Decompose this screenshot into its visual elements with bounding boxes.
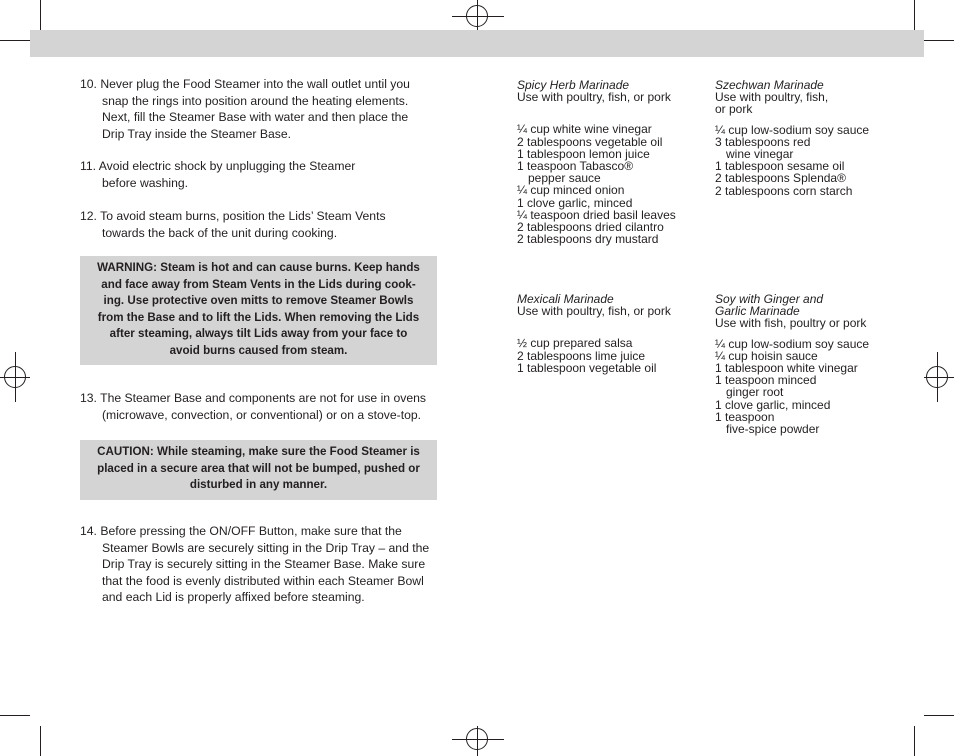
recipe-usage: Use with poultry, fish, or pork [517,304,671,319]
instruction-line: (microwave, convection, or conventional) or on a stove-top. [102,407,422,422]
ingredient: 2 tablespoons corn starch [715,183,853,198]
instruction-line: Never plug the Food Steamer into the wall outlet until you [100,77,410,91]
ingredient: ¼ cup low-sodium soy sauce [715,336,870,351]
instruction-line: Drip Tray is securely sitting in the Steamer Base. Make sure [102,557,426,572]
warning-line: and face away from Steam Vents in the Lids during cook- [101,277,416,291]
instruction-line: towards the back of the unit during cooking. [102,225,338,240]
caution-line: disturbed in any manner. [189,478,328,492]
ingredient: ginger root [726,385,784,400]
crop-mark [924,40,954,41]
ingredient: ¼ cup low-sodium soy sauce [715,122,870,137]
ingredient: 1 tablespoon white vinegar [715,361,858,376]
ingredient: 1 tablespoon vegetable oil [517,360,657,375]
instruction-number: 14. [80,524,97,538]
ingredient: ½ cup prepared salsa [517,336,633,351]
warning-line: after steaming, always tilt Lids away from your face to [109,327,408,341]
warning-box [80,256,437,365]
instruction-line: Next, fill the Steamer Base with water and then place the [102,110,409,125]
instruction-12 [80,208,440,241]
instruction-line: To avoid steam burns, position the Lids’ Steam Vents [100,209,386,223]
ingredient: 1 tablespoon lemon juice [517,146,650,161]
ingredient: 1 clove garlic, minced [517,195,633,210]
instruction-line: The Steamer Base and components are not for use in ovens [100,391,426,405]
instruction-number: 10. [80,77,97,91]
recipe-usage: Use with fish, poultry or pork [715,316,867,331]
caution-line: placed in a secure area that will not be bumped, pushed or [97,461,420,475]
warning-line: avoid burns caused from steam. [169,343,348,357]
ingredient: ¼ teaspoon dried basil leaves [517,207,676,222]
instruction-10 [80,76,440,142]
recipe-spicy-herb-marinade [517,79,707,245]
instruction-line: Before pressing the ON/OFF Button, make sure that the [100,524,402,538]
instruction-line: Steamer Bowls are securely sitting in the Drip Tray – and the [102,540,430,555]
recipe-usage: Use with poultry, fish, or pork [517,90,671,105]
instruction-line: Drip Tray inside the Steamer Base. [102,126,291,141]
ingredient: 2 tablespoons vegetable oil [517,134,663,149]
ingredient: ¼ cup minced onion [517,183,625,198]
warning-line: from the Base and to lift the Lids. When removing the Lids [97,310,420,324]
crop-mark [924,715,954,716]
recipe-title: Garlic Marinade [715,304,800,319]
crop-mark [0,715,30,716]
instruction-11 [80,158,440,191]
crop-mark [40,726,41,756]
instruction-line: before washing. [102,175,189,190]
instruction-line: snap the rings into position around the heating elements. [102,93,409,108]
warning-line: ing. Use protective oven mitts to remove Steamer Bowls [103,294,414,308]
ingredient: five-spice powder [726,422,820,437]
header-band [30,30,924,57]
instruction-line: Avoid electric shock by unplugging the Steamer [98,159,356,173]
recipe-soy-ginger-garlic-marinade [715,293,915,435]
crop-mark [0,40,30,41]
recipe-mexicali-marinade [517,293,707,374]
ingredient: 1 clove garlic, minced [715,397,831,412]
ingredient: 2 tablespoons lime juice [517,348,646,363]
crop-mark [914,0,915,30]
crop-mark [914,726,915,756]
ingredient: ¼ cup hoisin sauce [715,348,818,363]
recipe-title: Szechwan Marinade [715,78,824,92]
recipe-title: Mexicali Marinade [517,292,614,306]
caution-line: CAUTION: While steaming, make sure the Food Steamer is [97,445,420,458]
ingredient: 2 tablespoons dry mustard [517,232,659,247]
instruction-number: 13. [80,391,97,405]
warning-line: WARNING: Steam is hot and can cause burns. Keep hands [97,261,420,274]
ingredient: pepper sauce [528,171,601,186]
instruction-number: 11. [80,159,97,173]
ingredient: 3 tablespoons red [715,134,811,149]
ingredient: 1 tablespoon sesame oil [715,159,845,174]
ingredient: 1 teaspoon [715,409,775,424]
ingredient: 1 teaspoon minced [715,373,817,388]
instruction-number: 12. [80,209,97,223]
caution-box [80,440,437,500]
instruction-14 [80,523,450,606]
instruction-line: and each Lid is properly affixed before steaming. [102,590,365,605]
ingredient: 1 teaspoon Tabasco® [517,159,634,174]
recipe-szechwan-marinade [715,79,915,197]
crop-mark [40,0,41,30]
ingredient: 2 tablespoons dried cilantro [517,220,664,235]
recipe-title: Soy with Ginger and [715,292,824,306]
ingredient: 2 tablespoons Splenda® [715,171,846,186]
recipe-usage: Use with poultry, fish, [715,90,829,105]
ingredient: wine vinegar [726,147,794,162]
ingredient: ¼ cup white wine vinegar [517,122,652,137]
recipe-title: Spicy Herb Marinade [517,78,630,92]
instruction-line: that the food is evenly distributed within each Steamer Bowl [102,573,424,588]
recipe-usage: or pork [715,102,753,117]
instruction-13 [80,390,450,423]
